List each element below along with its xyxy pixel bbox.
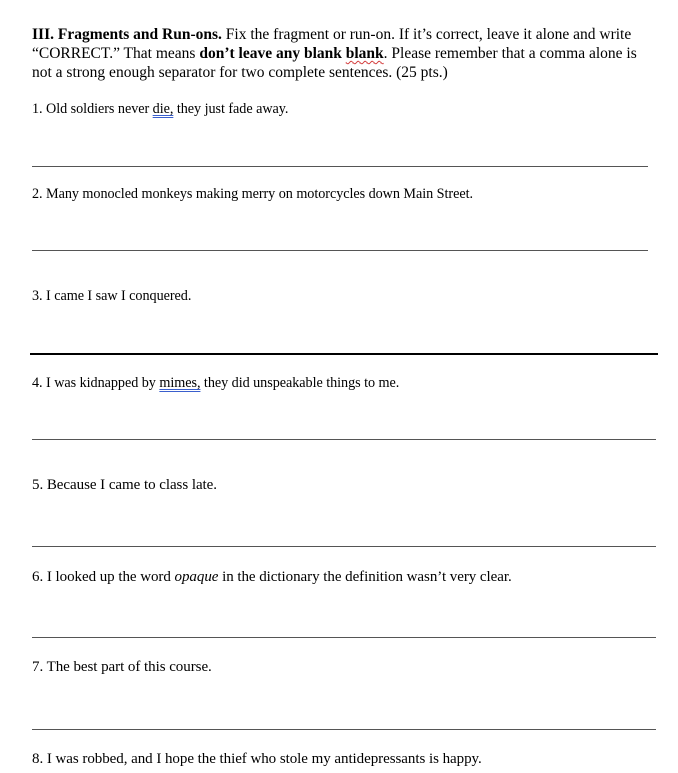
item-7: 7. The best part of this course. xyxy=(32,659,212,675)
instructions-text-1: Fix the fragment or run-on. If it’s correct, leave it alone and write “CORRECT.” That means xyxy=(32,26,632,62)
spelling-flag: blank xyxy=(345,45,384,62)
item-4: 4. I was kidnapped by mimes, they did unspeakable things to me. xyxy=(32,375,400,391)
grammar-flag: mimes, xyxy=(159,375,201,391)
answer-line-6[interactable] xyxy=(32,637,656,638)
answer-line-2[interactable] xyxy=(32,250,648,251)
instructions-bold-phrase: don’t leave any blank xyxy=(199,45,342,62)
item-2: 2. Many monocled monkeys making merry on motorcycles down Main Street. xyxy=(32,186,473,202)
answer-line-7[interactable] xyxy=(32,729,656,730)
answer-line-4[interactable] xyxy=(32,439,656,440)
grammar-flag: die, xyxy=(152,101,174,117)
section-heading: III. Fragments and Run-ons. xyxy=(32,26,222,43)
item-1: 1. Old soldiers never die, they just fade away. xyxy=(32,101,289,117)
item-5: 5. Because I came to class late. xyxy=(32,477,217,493)
instructions-paragraph xyxy=(32,25,660,82)
item-8: 8. I was robbed, and I hope the thief who stole my antidepressants is happy. xyxy=(32,751,482,767)
italic-word: opaque xyxy=(174,569,219,585)
item-6: 6. I looked up the word opaque in the dictionary the definition wasn’t very clear. xyxy=(32,569,512,585)
answer-line-3[interactable] xyxy=(30,353,658,355)
item-3: 3. I came I saw I conquered. xyxy=(32,288,192,304)
answer-line-1[interactable] xyxy=(32,166,648,167)
answer-line-5[interactable] xyxy=(32,546,656,547)
instructions-text-2: . Please remember that a comma alone is not a strong enough separator for two complete sentences. (25 pts.) xyxy=(32,45,637,81)
